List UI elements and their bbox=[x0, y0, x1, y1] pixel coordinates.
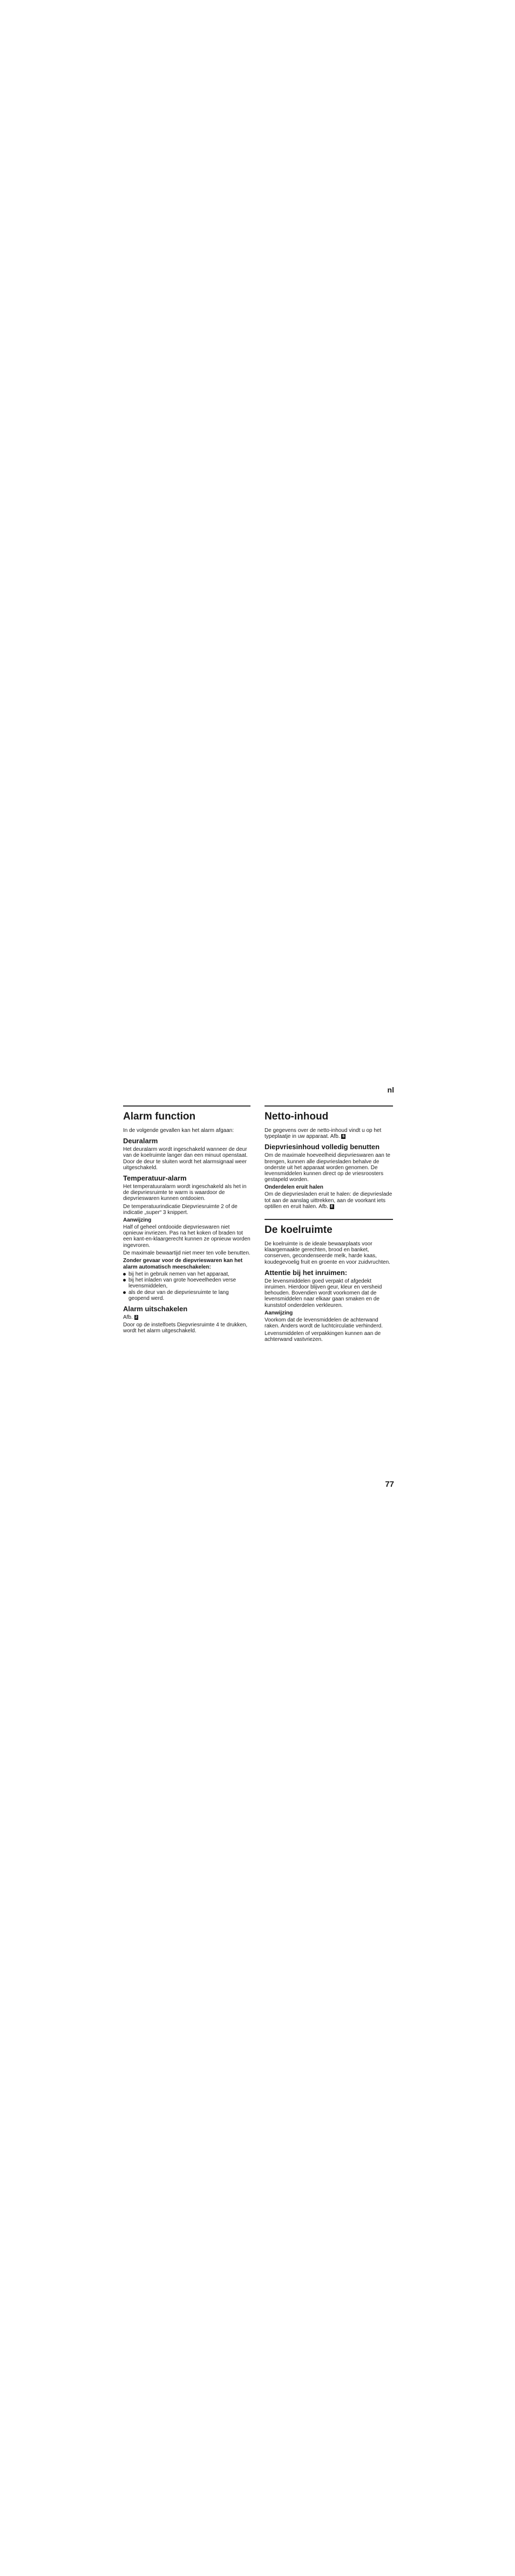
bullet-icon bbox=[123, 1279, 126, 1282]
koel-note-text: Voorkom dat de levensmiddelen de achterwand raken. Anders wordt de luchtcirculatie verhinderd. bbox=[265, 1317, 383, 1330]
netto-title: Netto-inhoud bbox=[265, 1111, 329, 1122]
alarm-off-text: Door op de instelfoets Diepvriesruimte 4 te drukken, wordt het alarm uitgeschakeld. bbox=[123, 1322, 248, 1334]
deuralarm-text: Het deuralarm wordt ingeschakeld wanneer de deur van de koelruimte langer dan een minuut openstaat. Door de deur te sluiten wordt het alarmsignaal weer uitgeschakeld. bbox=[123, 1147, 248, 1171]
figure-badge: 2 bbox=[135, 1316, 138, 1320]
list-item: als de deur van de diepvriesruimte te lang geopend werd. bbox=[123, 1290, 250, 1302]
koelruimte-text: De koelruimte is de ideale bewaarplaats voor klaargemaakte gerechten, brood en banket, conserven, gecondenseerde melk, harde kaas, koudegevoelig fruit en groente en voor zuidvruchten. bbox=[265, 1241, 390, 1265]
alarm-intro: In de volgende gevallen kan het alarm afgaan: bbox=[123, 1128, 234, 1134]
left-column bbox=[123, 1105, 250, 1336]
figure-badge: 6 bbox=[342, 1135, 345, 1139]
bullet-icon bbox=[123, 1291, 126, 1294]
temp-alarm-text-2: De temperatuurindicatie Diepvriesruimte 2 of de indicatie „super“ 3 knippert. bbox=[123, 1203, 238, 1216]
koel-note-heading: Aanwijzing bbox=[265, 1310, 293, 1316]
full-heading: Diepvriesinhoud volledig benutten bbox=[265, 1143, 380, 1151]
danger-list bbox=[123, 1271, 250, 1302]
section-rule bbox=[265, 1219, 393, 1220]
attention-heading: Attentie bij het inruimen: bbox=[265, 1268, 348, 1277]
temp-note-text: Half of geheel ontdooide diepvrieswaren niet opnieuw invriezen. Pas na het koken of braden tot een kant-en-klaargerecht kunnen ze opnieuw worden ingevroren. bbox=[123, 1224, 250, 1249]
page-number: 77 bbox=[385, 1480, 394, 1489]
section-rule bbox=[123, 1105, 250, 1107]
section-rule bbox=[265, 1105, 393, 1107]
danger-heading: Zonder gevaar voor de diepvrieswaren kan het alarm automatisch meeschakelen: bbox=[123, 1258, 243, 1271]
alarm-off-heading: Alarm uitschakelen bbox=[123, 1305, 188, 1313]
full-text-2: Om de diepvriesladen eruit te halen: de diepvrieslade tot aan de aanslag uittrekken, aan de voorkant iets optillen en eruit halen. Afb. 8 bbox=[265, 1191, 392, 1210]
temp-alarm-heading: Temperatuur-alarm bbox=[123, 1174, 187, 1183]
full-sub-heading: Onderdelen eruit halen bbox=[265, 1184, 323, 1191]
list-item: bij het inladen van grote hoeveelheden verse levensmiddelen, bbox=[123, 1277, 250, 1289]
language-label: nl bbox=[387, 1085, 394, 1094]
temp-note-heading: Aanwijzing bbox=[123, 1217, 152, 1224]
bullet-icon bbox=[123, 1273, 126, 1276]
figure-badge: 8 bbox=[330, 1204, 333, 1209]
list-item: bij het in gebruik nemen van het apparaat, bbox=[123, 1271, 250, 1277]
attention-text: De levensmiddelen goed verpakt of afgedekt inruimen. Hierdoor blijven geur, kleur en versheid behouden. Bovendien wordt voorkomen dat de levensmiddelen naar elkaar gaan smaken en de kunststof onderdelen verkleuren. bbox=[265, 1278, 382, 1309]
right-column bbox=[265, 1105, 393, 1345]
netto-intro: De gegevens over de netto-inhoud vindt u op het typeplaatje in uw apparaat. Afb. 6 bbox=[265, 1128, 382, 1140]
alarm-title: Alarm function bbox=[123, 1111, 196, 1122]
temp-alarm-text: Het temperatuuralarm wordt ingeschakeld als het in de diepvriesruimte te warm is waardoor de diepvrieswaren kunnen ontdooien. bbox=[123, 1184, 247, 1202]
full-text: Om de maximale hoeveelheid diepvrieswaren aan te brengen, kunnen alle diepvriesladen behalve de onderste uit het apparaat worden genomen. De levensmiddelen kunnen direct op de vriesroosters gestapeld worden. bbox=[265, 1152, 390, 1183]
alarm-off-figref: Afb. 2 bbox=[123, 1314, 138, 1321]
deuralarm-heading: Deuralarm bbox=[123, 1137, 158, 1145]
koel-note-text-2: Levensmiddelen of verpakkingen kunnen aan de achterwand vastvriezen. bbox=[265, 1331, 381, 1343]
temp-note-text-2: De maximale bewaartijd niet meer ten volle benutten. bbox=[123, 1250, 250, 1256]
koelruimte-title: De koelruimte bbox=[265, 1224, 333, 1236]
